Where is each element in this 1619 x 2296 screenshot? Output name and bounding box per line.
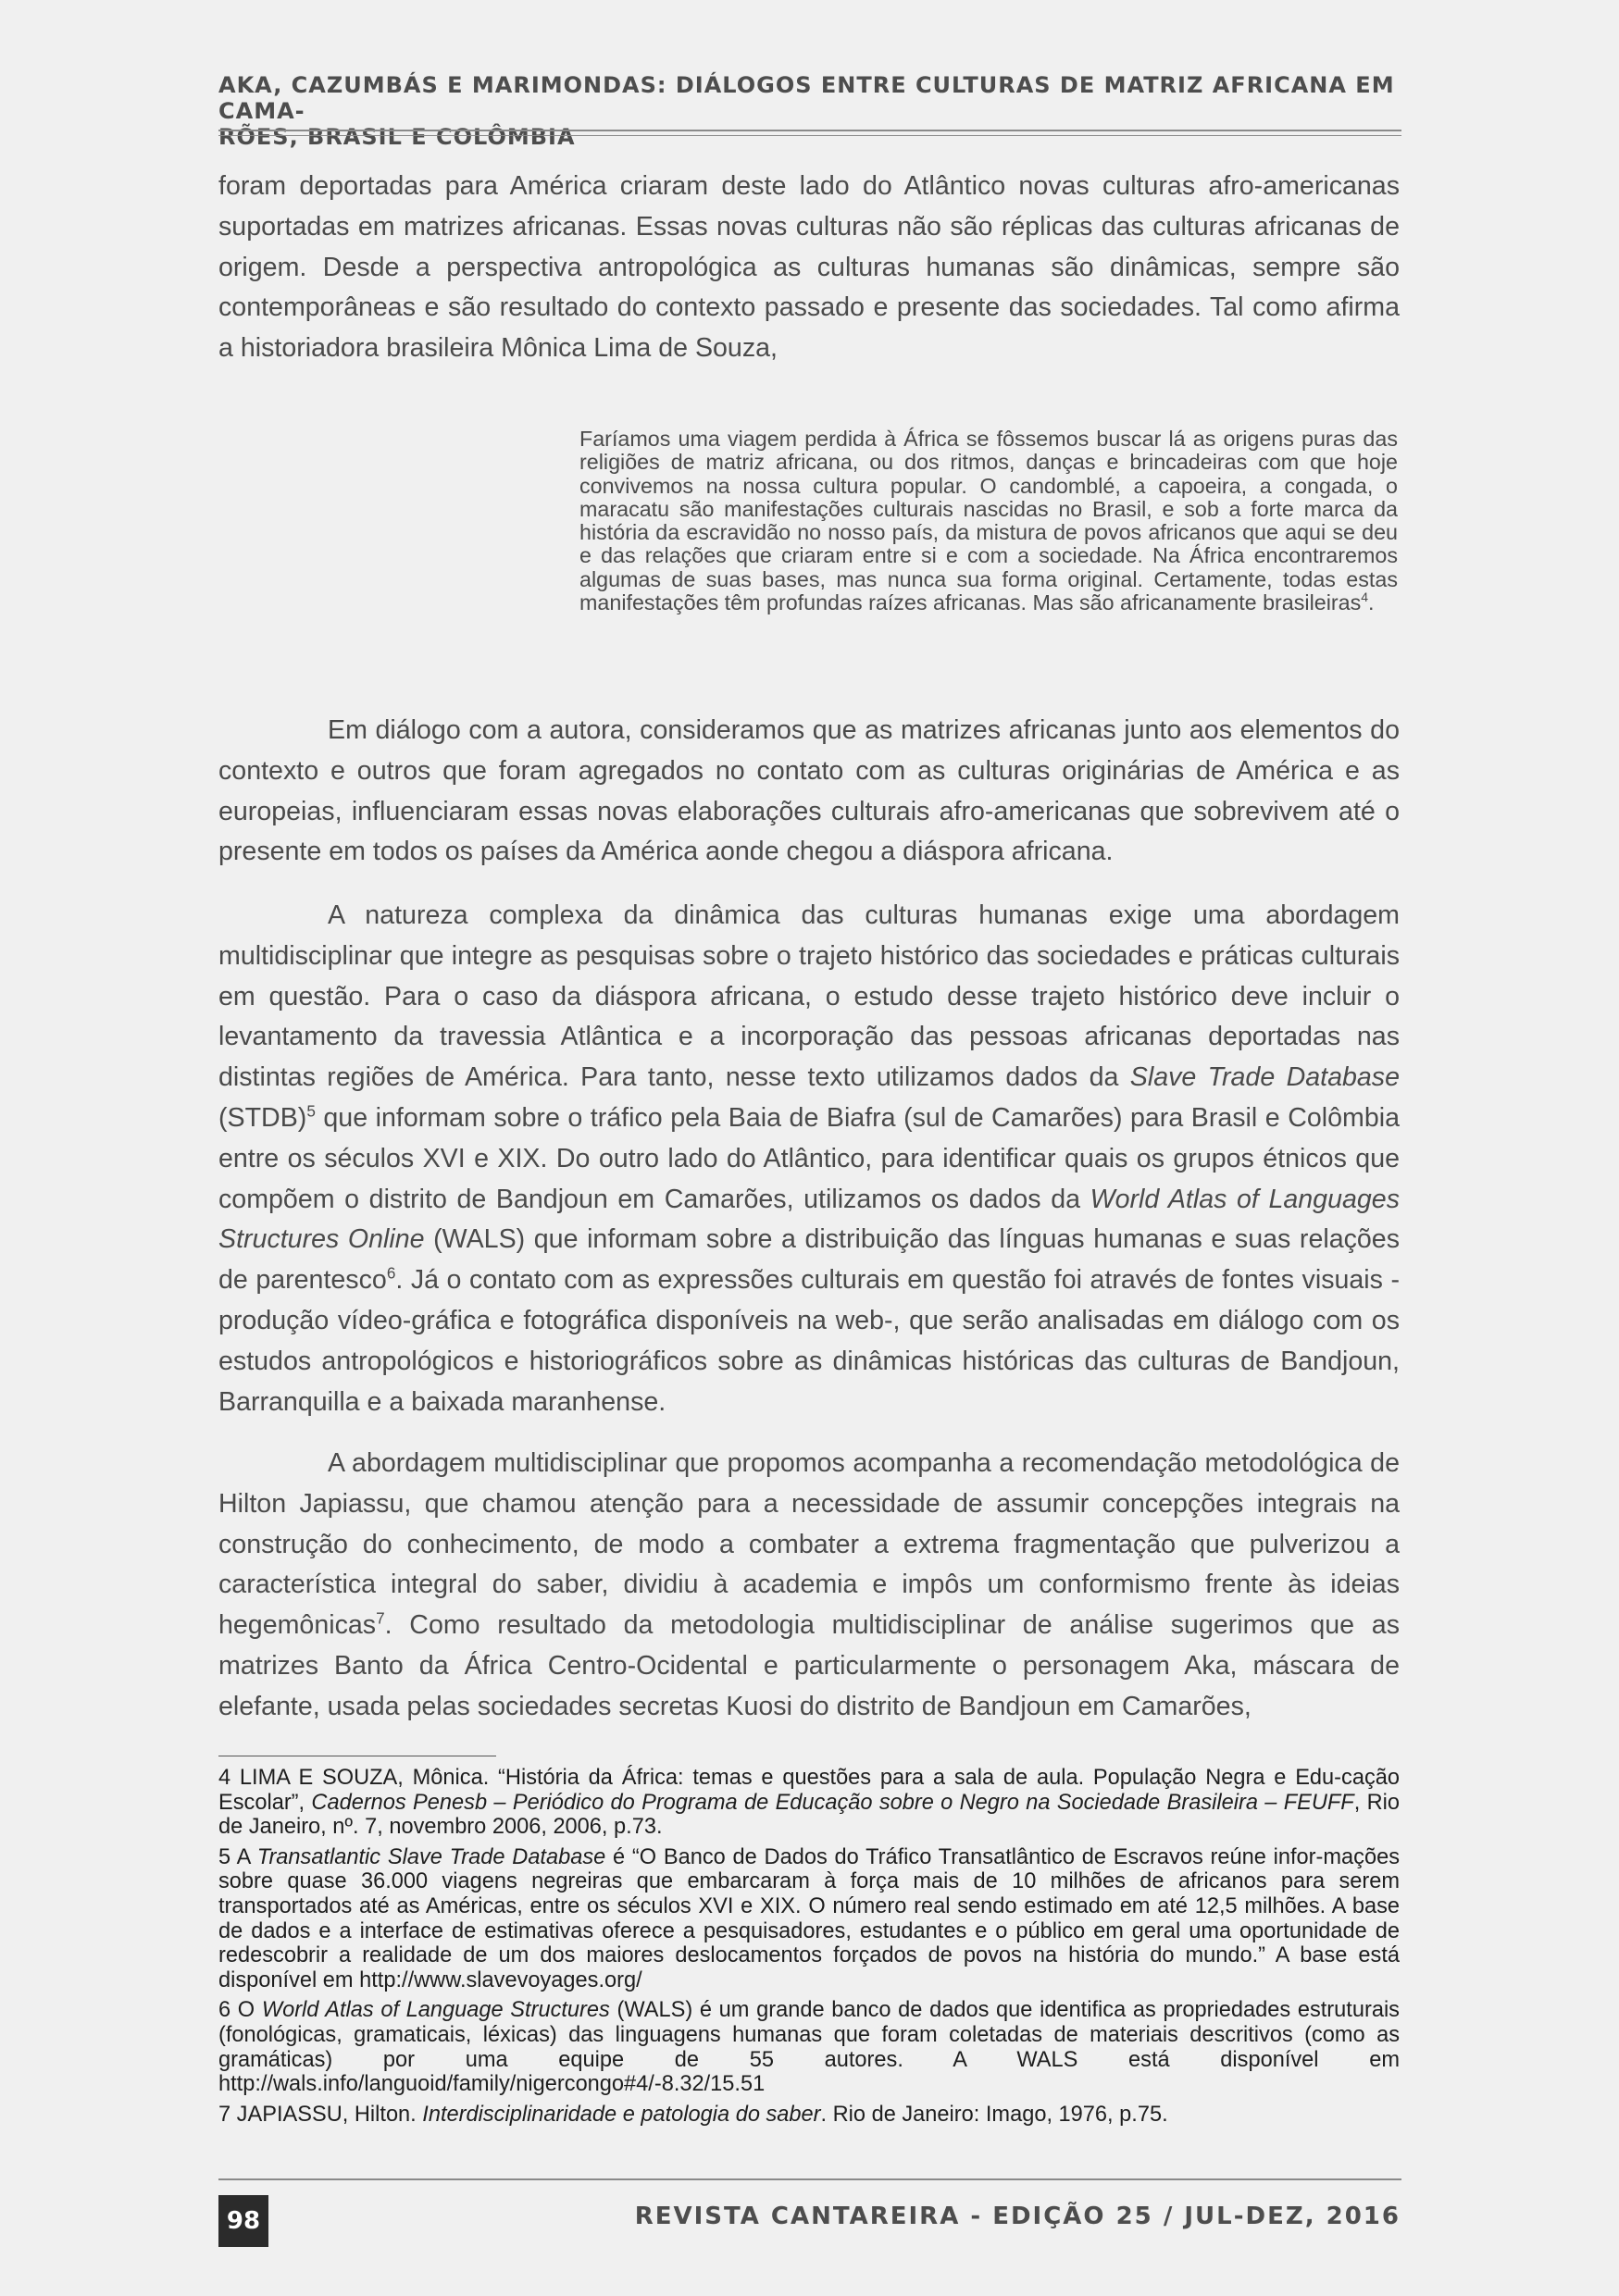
running-title-line-1: AKA, CAZUMBÁS E MARIMONDAS: DIÁLOGOS ENTRE CULTURAS DE MATRIZ AFRICANA EM CAMA- bbox=[218, 72, 1395, 124]
footnote-ref-4[interactable]: 4 bbox=[1361, 590, 1369, 605]
fn4-text-a: 4 LIMA E SOUZA, Mônica. “História da África: temas e questões para a sala de aula. População Negra e Edu-cação Escolar”, bbox=[218, 1766, 1400, 1815]
footnote-ref-6[interactable]: 6 bbox=[386, 1263, 396, 1283]
p3-italic-stdb: Slave Trade Database bbox=[1129, 1062, 1400, 1093]
p3-text-d: (WALS) que informam sobre a distribuição das línguas humanas e suas relações de parentesco bbox=[218, 1224, 1400, 1296]
page-number: 98 bbox=[218, 2195, 268, 2247]
footnote-ref-7[interactable]: 7 bbox=[376, 1608, 385, 1628]
block-quote bbox=[579, 428, 1398, 614]
quote-text: Faríamos uma viagem perdida à África se fôssemos buscar lá as origens puras das religiões de matriz africana, ou dos ritmos, danças e brincadeiras com que hoje convivemos na nossa cultura popular. O candomblé, a capoeira, a congada, o maracatu são manifestações culturais nascidas no Brasil, e sob a forte marca da história da escravidão no nosso país, da mistura de povos africanos que aqui se deu e das relações que criaram entre si e com a sociedade. Na África encontraremos algumas de suas bases, mas nunca sua forma original. Certamente, todas estas manifestações têm profundas raízes africanas. Mas são africanamente brasileiras bbox=[579, 427, 1398, 615]
paragraph-3-text bbox=[218, 896, 1400, 1422]
fn5-text-b: é “O Banco de Dados do Tráfico Transatlântico de Escravos reúne infor-mações sobre quase 36.000 viagens negreiras que embarcaram à força mais de 10 milhões de africanos para serem transportados até as Américas, entre os séculos XVI e XIX. O número real sendo estimado em até 12,5 milhões. A base de dados e a interface de estimativas oferece a pesquisadores, estudantes e o público em geral uma oportunidade de redescobrir a realidade de um dos maiores deslocamentos forçados de povos na história do mundo.” A base está disponível em http://www.slavevoyages.org/ bbox=[218, 1844, 1400, 1992]
paragraph-2-text: Em diálogo com a autora, consideramos que as matrizes africanas junto aos elementos do contexto e outros que foram agregados no contato com as culturas originárias de América e as europeias, influenciaram essas novas elaborações culturais afro-americanas que sobrevivem até o presente em todos os países da América aonde chegou a diáspora africana. bbox=[218, 715, 1400, 867]
paragraph-4 bbox=[218, 1444, 1400, 1728]
fn6-text-b: (WALS) é um grande banco de dados que identifica as propriedades estruturais (fonológicas, gramaticais, léxicas) das linguagens humanas que foram coletadas de materiais descritivos (como as gramáticas) por uma equipe de 55 autores. A WALS está disponível em http://wals.info/languoid/family/nigercongo#4/-8.32/15.51 bbox=[218, 1998, 1400, 2097]
p4-text-a: A abordagem multidisciplinar que propomos acompanha a recomendação metodológica de Hilton Japiassu, que chamou atenção para a necessidade de assumir concepções integrais na construção do conhecimento, de modo a combater a extrema fragmentação que pulverizou a característica integral do saber, dividiu à academia e impôs um conformismo frente às ideias hegemônicas bbox=[218, 1448, 1400, 1641]
p3-text-b: (STDB) bbox=[218, 1102, 307, 1133]
footnote-7 bbox=[218, 2103, 1400, 2128]
fn4-italic: Cadernos Penesb – Periódico do Programa de Educação sobre o Negro na Sociedade Brasileira – FEUFF bbox=[311, 1790, 1354, 1815]
paragraph-3 bbox=[218, 896, 1400, 1422]
p3-italic-wals: World Atlas of Languages Structures Online bbox=[218, 1184, 1400, 1255]
p3-text-a: A natureza complexa da dinâmica das culturas humanas exige uma abordagem multidisciplinar que integre as pesquisas sobre o trajeto histórico das sociedades e práticas culturais em questão. Para o caso da diáspora africana, o estudo desse trajeto histórico deve incluir o levantamento da travessia Atlântica e a incorporação das pessoas africanas deportadas nas distintas regiões de América. Para tanto, nesse texto utilizamos dados da bbox=[218, 900, 1400, 1093]
paragraph-1 bbox=[218, 167, 1400, 369]
fn7-text-b: . Rio de Janeiro: Imago, 1976, p.75. bbox=[820, 2102, 1168, 2127]
fn5-italic: Transatlantic Slave Trade Database bbox=[256, 1844, 606, 1869]
fn6-italic: World Atlas of Language Structures bbox=[261, 1998, 610, 2023]
running-head bbox=[218, 72, 1403, 150]
fn7-text-a: 7 JAPIASSU, Hilton. bbox=[218, 2102, 423, 2127]
header-rule-thin bbox=[218, 135, 1401, 136]
fn7-italic: Interdisciplinaridade e patologia do saber bbox=[422, 2102, 821, 2127]
footer-rule bbox=[218, 2178, 1401, 2180]
p3-text-e: . Já o contato com as expressões culturais em questão foi através de fontes visuais -produção vídeo-gráfica e fotográfica disponíveis na web-, que serão analisadas em diálogo com os estudos antropológicos e historiográficos sobre as dinâmicas históricas das culturas de Bandjoun, Barranquilla e a baixada maranhense. bbox=[218, 1265, 1400, 1417]
p4-text-b: . Como resultado da metodologia multidisciplinar de análise sugerimos que as matrizes Banto da África Centro-Ocidental e particularmente o personagem Aka, máscara de elefante, usada pelas sociedades secretas Kuosi do distrito de Bandjoun em Camarões, bbox=[218, 1610, 1400, 1721]
fn6-text-a: 6 O bbox=[218, 1998, 262, 2023]
footnote-6 bbox=[218, 1998, 1400, 2096]
block-quote-text: Faríamos uma viagem perdida à África se fôssemos buscar lá as origens puras das religiões de matriz africana, ou dos ritmos, danças e brincadeiras com que hoje convivemos na nossa cultura popular. O candomblé, a capoeira, a congada, o maracatu são manifestações culturais nascidas no Brasil, e sob a forte marca da história da escravidão no nosso país, da mistura de povos africanos que aqui se deu e das relações que criaram entre si e com a sociedade. Na África encontraremos algumas de suas bases, mas nunca sua forma original. Certamente, todas estas manifestações têm profundas raízes africanas. Mas são africanamente brasileiras$^4$. bbox=[579, 427, 1398, 615]
footnote-4 bbox=[218, 1766, 1400, 1840]
paragraph-1-text: foram deportadas para América criaram deste lado do Atlântico novas culturas afro-americanas suportadas em matrizes africanas. Essas novas culturas não são réplicas das culturas africanas de origem. Desde a perspectiva antropológica as culturas humanas são dinâmicas, sempre são contemporâneas e são resultado do contexto passado e presente das sociedades. Tal como afirma a historiadora brasileira Mônica Lima de Souza, bbox=[218, 171, 1400, 364]
fn4-text-b: , Rio de Janeiro, nº. 7, novembro 2006, 2006, p.73. bbox=[218, 1790, 1400, 1840]
footnotes bbox=[218, 1766, 1400, 2132]
footnote-5 bbox=[218, 1845, 1400, 1993]
p3-text-c: que informam sobre o tráfico pela Baia de Biafra (sul de Camarões) para Brasil e Colômbia entre os séculos XVI e XIX. Do outro lado do Atlântico, para identificar quais os grupos étnicos que compõem o distrito de Bandjoun em Camarões, utilizamos os dados da bbox=[218, 1102, 1400, 1214]
running-title-line-2: RÕES, BRASIL E COLÔMBIA bbox=[218, 124, 576, 150]
paragraph-4-text bbox=[218, 1444, 1400, 1728]
footnote-ref-5[interactable]: 5 bbox=[306, 1101, 316, 1121]
journal-info: REVISTA CANTAREIRA - EDIÇÃO 25 / JUL-DEZ, 2016 bbox=[634, 2203, 1401, 2230]
fn5-text-a: 5 A bbox=[218, 1844, 257, 1869]
header-rule bbox=[218, 130, 1401, 131]
paragraph-2 bbox=[218, 711, 1400, 873]
